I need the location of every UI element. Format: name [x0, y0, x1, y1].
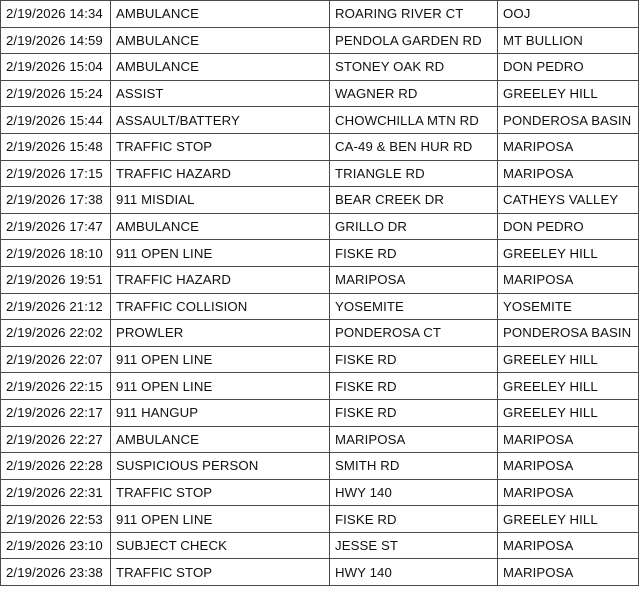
- datetime-cell: 2/19/2026 17:38: [1, 187, 111, 214]
- call-type-cell: AMBULANCE: [111, 213, 330, 240]
- location-cell: CHOWCHILLA MTN RD: [330, 107, 498, 134]
- call-type-cell: 911 OPEN LINE: [111, 346, 330, 373]
- location-cell: FISKE RD: [330, 240, 498, 267]
- table-row: [1, 426, 639, 453]
- table-row: [1, 213, 639, 240]
- table-row: [1, 240, 639, 267]
- datetime-cell: 2/19/2026 17:47: [1, 213, 111, 240]
- datetime-cell: 2/19/2026 18:10: [1, 240, 111, 267]
- area-cell: MARIPOSA: [498, 532, 639, 559]
- call-type-cell: SUSPICIOUS PERSON: [111, 453, 330, 480]
- location-cell: PONDEROSA CT: [330, 320, 498, 347]
- table-row: [1, 373, 639, 400]
- datetime-cell: 2/19/2026 15:04: [1, 54, 111, 81]
- call-type-cell: TRAFFIC STOP: [111, 479, 330, 506]
- datetime-cell: 2/19/2026 23:10: [1, 532, 111, 559]
- table-row: [1, 27, 639, 54]
- call-type-cell: TRAFFIC HAZARD: [111, 160, 330, 187]
- call-type-cell: AMBULANCE: [111, 1, 330, 28]
- datetime-cell: 2/19/2026 15:24: [1, 80, 111, 107]
- location-cell: BEAR CREEK DR: [330, 187, 498, 214]
- call-type-cell: 911 HANGUP: [111, 399, 330, 426]
- area-cell: GREELEY HILL: [498, 506, 639, 533]
- datetime-cell: 2/19/2026 14:59: [1, 27, 111, 54]
- datetime-cell: 2/19/2026 14:34: [1, 1, 111, 28]
- area-cell: MARIPOSA: [498, 559, 639, 586]
- datetime-cell: 2/19/2026 22:28: [1, 453, 111, 480]
- call-type-cell: 911 OPEN LINE: [111, 373, 330, 400]
- call-type-cell: SUBJECT CHECK: [111, 532, 330, 559]
- table-row: [1, 506, 639, 533]
- table-row: [1, 1, 639, 28]
- datetime-cell: 2/19/2026 22:53: [1, 506, 111, 533]
- location-cell: FISKE RD: [330, 373, 498, 400]
- location-cell: HWY 140: [330, 559, 498, 586]
- call-type-cell: 911 OPEN LINE: [111, 240, 330, 267]
- area-cell: MARIPOSA: [498, 133, 639, 160]
- call-type-cell: TRAFFIC STOP: [111, 559, 330, 586]
- table-row: [1, 479, 639, 506]
- location-cell: GRILLO DR: [330, 213, 498, 240]
- location-cell: TRIANGLE RD: [330, 160, 498, 187]
- area-cell: MARIPOSA: [498, 426, 639, 453]
- table-row: [1, 320, 639, 347]
- call-type-cell: PROWLER: [111, 320, 330, 347]
- table-row: [1, 187, 639, 214]
- datetime-cell: 2/19/2026 23:38: [1, 559, 111, 586]
- table-row: [1, 266, 639, 293]
- area-cell: OOJ: [498, 1, 639, 28]
- area-cell: MARIPOSA: [498, 453, 639, 480]
- call-type-cell: AMBULANCE: [111, 426, 330, 453]
- area-cell: MARIPOSA: [498, 266, 639, 293]
- area-cell: GREELEY HILL: [498, 399, 639, 426]
- datetime-cell: 2/19/2026 22:31: [1, 479, 111, 506]
- area-cell: YOSEMITE: [498, 293, 639, 320]
- call-type-cell: AMBULANCE: [111, 27, 330, 54]
- table-row: [1, 54, 639, 81]
- location-cell: FISKE RD: [330, 399, 498, 426]
- table-row: [1, 453, 639, 480]
- call-type-cell: ASSIST: [111, 80, 330, 107]
- datetime-cell: 2/19/2026 22:07: [1, 346, 111, 373]
- table-row: [1, 293, 639, 320]
- area-cell: PONDEROSA BASIN: [498, 107, 639, 134]
- location-cell: JESSE ST: [330, 532, 498, 559]
- location-cell: MARIPOSA: [330, 426, 498, 453]
- call-type-cell: 911 MISDIAL: [111, 187, 330, 214]
- area-cell: DON PEDRO: [498, 54, 639, 81]
- call-type-cell: TRAFFIC HAZARD: [111, 266, 330, 293]
- location-cell: FISKE RD: [330, 346, 498, 373]
- call-type-cell: AMBULANCE: [111, 54, 330, 81]
- table-row: [1, 399, 639, 426]
- datetime-cell: 2/19/2026 15:44: [1, 107, 111, 134]
- call-type-cell: TRAFFIC STOP: [111, 133, 330, 160]
- datetime-cell: 2/19/2026 22:02: [1, 320, 111, 347]
- call-type-cell: TRAFFIC COLLISION: [111, 293, 330, 320]
- datetime-cell: 2/19/2026 19:51: [1, 266, 111, 293]
- area-cell: DON PEDRO: [498, 213, 639, 240]
- table-row: [1, 80, 639, 107]
- area-cell: MT BULLION: [498, 27, 639, 54]
- table-row: [1, 346, 639, 373]
- datetime-cell: 2/19/2026 17:15: [1, 160, 111, 187]
- location-cell: PENDOLA GARDEN RD: [330, 27, 498, 54]
- location-cell: HWY 140: [330, 479, 498, 506]
- location-cell: YOSEMITE: [330, 293, 498, 320]
- datetime-cell: 2/19/2026 22:17: [1, 399, 111, 426]
- datetime-cell: 2/19/2026 22:27: [1, 426, 111, 453]
- area-cell: MARIPOSA: [498, 479, 639, 506]
- location-cell: WAGNER RD: [330, 80, 498, 107]
- datetime-cell: 2/19/2026 22:15: [1, 373, 111, 400]
- location-cell: SMITH RD: [330, 453, 498, 480]
- area-cell: CATHEYS VALLEY: [498, 187, 639, 214]
- area-cell: GREELEY HILL: [498, 80, 639, 107]
- location-cell: ROARING RIVER CT: [330, 1, 498, 28]
- datetime-cell: 2/19/2026 15:48: [1, 133, 111, 160]
- location-cell: FISKE RD: [330, 506, 498, 533]
- table-row: [1, 133, 639, 160]
- location-cell: CA-49 & BEN HUR RD: [330, 133, 498, 160]
- table-row: [1, 559, 639, 586]
- call-log-body: [1, 1, 639, 586]
- area-cell: MARIPOSA: [498, 160, 639, 187]
- area-cell: PONDEROSA BASIN: [498, 320, 639, 347]
- location-cell: STONEY OAK RD: [330, 54, 498, 81]
- location-cell: MARIPOSA: [330, 266, 498, 293]
- area-cell: GREELEY HILL: [498, 240, 639, 267]
- call-type-cell: ASSAULT/BATTERY: [111, 107, 330, 134]
- area-cell: GREELEY HILL: [498, 373, 639, 400]
- call-type-cell: 911 OPEN LINE: [111, 506, 330, 533]
- table-row: [1, 532, 639, 559]
- table-row: [1, 107, 639, 134]
- datetime-cell: 2/19/2026 21:12: [1, 293, 111, 320]
- area-cell: GREELEY HILL: [498, 346, 639, 373]
- table-row: [1, 160, 639, 187]
